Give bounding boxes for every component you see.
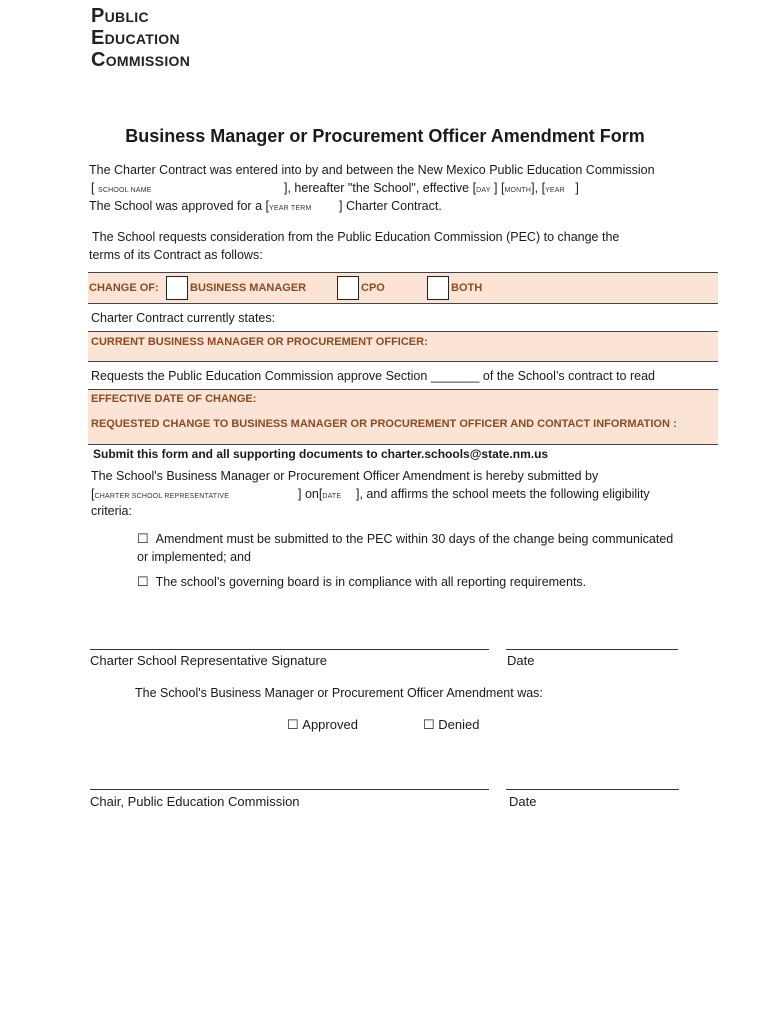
- representative-signature-label: Charter School Representative Signature: [90, 653, 328, 668]
- criteria-item-2-text: The school’s governing board is in compliance with all reporting requirements.: [155, 575, 587, 589]
- logo-line-2: Education: [91, 27, 180, 49]
- chair-signature-label: Chair, Public Education Commission: [90, 794, 300, 809]
- affirms-text: ], and affirms the school meets the following eligibility: [356, 487, 650, 501]
- cpo-checkbox[interactable]: [337, 276, 359, 300]
- form-title: Business Manager or Procurement Officer Amendment Form: [125, 126, 645, 146]
- contract-states-label: Charter Contract currently states:: [91, 311, 276, 325]
- representative-date-line[interactable]: [506, 649, 678, 650]
- chair-date-line[interactable]: [506, 789, 679, 790]
- representative-signature-line[interactable]: [90, 649, 489, 650]
- requests-section-text: Requests the Public Education Commission approve Section _______ of the School’s contract to read: [91, 369, 655, 383]
- representative-field[interactable]: CHARTER SCHOOL REPRESENTATIVE: [94, 493, 230, 500]
- criteria-item-1-text: Amendment must be submitted to the PEC within 30 days of the change being communicated: [155, 532, 674, 546]
- logo-line-3: Commission: [91, 49, 191, 71]
- year-field[interactable]: YEAR: [545, 187, 565, 194]
- submission-line-1: The School's Business Manager or Procurement Officer Amendment is hereby submitted by: [91, 469, 599, 483]
- business-manager-option-label: BUSINESS MANAGER: [190, 282, 307, 294]
- bracket-sep-1: ] [: [490, 181, 505, 195]
- hereafter-text: ], hereafter "the School", effective [: [284, 181, 477, 195]
- checkbox-icon[interactable]: ☐: [137, 574, 149, 589]
- checkbox-icon[interactable]: ☐: [423, 717, 435, 732]
- submission-date-field[interactable]: DATE: [322, 493, 342, 500]
- logo-line-1: Public: [91, 5, 149, 27]
- month-field[interactable]: MONTH: [504, 187, 532, 194]
- business-manager-checkbox[interactable]: [166, 276, 188, 300]
- criteria-item-2: [137, 574, 586, 590]
- intro-line-2: [91, 181, 152, 195]
- divider: [88, 361, 718, 362]
- submission-line-3: criteria:: [91, 504, 132, 518]
- representative-date-label: Date: [507, 653, 535, 668]
- intro-line-1: The Charter Contract was entered into by and between the New Mexico Public Education Commission: [89, 163, 655, 177]
- bracket-open: [: [91, 181, 98, 195]
- cpo-option-label: CPO: [361, 282, 385, 294]
- intro-line-2b: [284, 181, 579, 195]
- both-option-label: BOTH: [451, 282, 483, 294]
- on-text: ] on[: [298, 487, 323, 501]
- checkbox-icon[interactable]: ☐: [137, 531, 149, 546]
- checkbox-icon[interactable]: ☐: [287, 717, 299, 732]
- pec-logo: [91, 5, 190, 71]
- approved-suffix: ] Charter Contract.: [339, 199, 442, 213]
- current-officer-label: CURRENT BUSINESS MANAGER OR PROCUREMENT OFFICER:: [91, 336, 428, 348]
- chair-signature-line[interactable]: [90, 789, 489, 790]
- submission-line-2b: [298, 487, 341, 501]
- approved-option[interactable]: [287, 717, 358, 733]
- change-of-label: CHANGE OF:: [89, 282, 159, 294]
- approved-label: Approved: [302, 717, 358, 732]
- effective-date-label: EFFECTIVE DATE OF CHANGE:: [91, 393, 257, 405]
- bracket-open: [: [91, 487, 95, 501]
- year-term-field[interactable]: YEAR TERM: [268, 205, 312, 212]
- submit-instructions: Submit this form and all supporting documents to charter.schools@state.nm.us: [93, 447, 549, 461]
- approved-prefix: The School was approved for a [: [89, 199, 269, 213]
- both-checkbox[interactable]: [427, 276, 449, 300]
- intro-line-3: [89, 199, 311, 213]
- bracket-sep-2: ], [: [531, 181, 546, 195]
- school-name-field[interactable]: SCHOOL NAME: [97, 187, 152, 194]
- denied-label: Denied: [438, 717, 480, 732]
- day-field[interactable]: DAY: [476, 187, 491, 194]
- divider: [88, 303, 718, 304]
- criteria-item-1: [137, 531, 673, 547]
- requested-change-label: REQUESTED CHANGE TO BUSINESS MANAGER OR PROCUREMENT OFFICER AND CONTACT INFORMATION :: [91, 418, 677, 430]
- chair-date-label: Date: [509, 794, 537, 809]
- divider: [88, 444, 718, 445]
- denied-option[interactable]: [423, 717, 479, 733]
- criteria-item-1-cont: or implemented; and: [137, 550, 251, 564]
- submission-line-2: [91, 487, 229, 501]
- decision-text: The School's Business Manager or Procurement Officer Amendment was:: [135, 686, 543, 700]
- request-line-1: The School requests consideration from the Public Education Commission (PEC) to change the: [92, 230, 620, 244]
- request-line-2: terms of its Contract as follows:: [89, 248, 263, 262]
- bracket-close: ]: [564, 181, 579, 195]
